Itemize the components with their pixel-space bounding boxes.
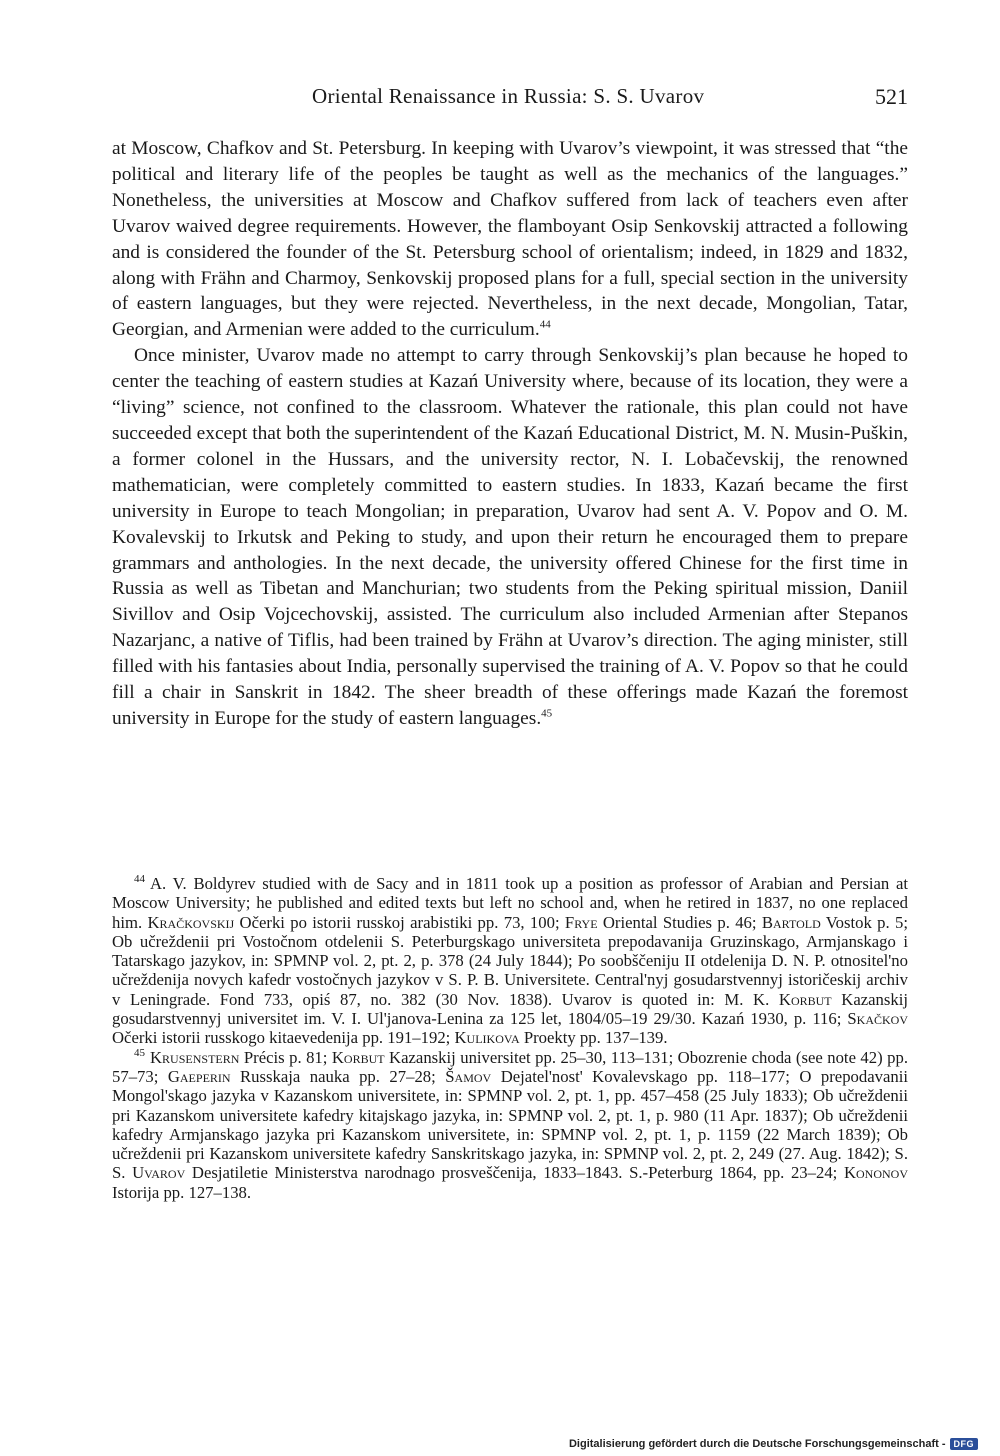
author-name: Frye [564, 912, 598, 932]
footnote-text: Précis p. 81; [239, 1047, 332, 1067]
footnote-text: Oriental Studies p. 46; [597, 912, 762, 932]
footnote-45 [112, 1048, 908, 1202]
paragraph-1-text: at Moscow, Chafkov and St. Petersburg. In keeping with Uvarov’s viewpoint, it was stressed that “the political and literary life of the peoples be taught as well as the mechanics of the languages.” Nonetheless, the universities at Moscow and Chafkov suffered from lack of teachers even after Uvarov waived degree requirements. However, the flamboyant Osip Senkovskij attracted a following and is considered the founder of the St. Petersburg school of orientalism; indeed, in 1829 and 1832, along with Frähn and Charmoy, Senkovskij proposed plans for a full, special section in the university of eastern languages, but they were rejected. Nevertheless, in the next decade, Mongolian, Tatar, Georgian, and Armenian were added to the curriculum. [112, 138, 908, 341]
footnote-ref-44: 44 [539, 318, 551, 331]
footnote-text: Istorija pp. 127–138. [112, 1182, 252, 1202]
credit-text: Digitalisierung gefördert durch die Deutsche Forschungsgemeinschaft - [568, 1438, 946, 1450]
paragraph-2-text: Once minister, Uvarov made no attempt to carry through Senkovskij’s plan because he hoped to center the teaching of eastern studies at Kazań University where, because of its location, they were a “living” science, not confined to the classroom. Whatever the rationale, this plan could not have succeeded except that both the superintendent of the Kazań Educational District, M. N. Musin-Puškin, a former colonel in the Hussars, and the university rector, N. I. Lobačevskij, the renowned mathematician, were completely committed to eastern studies. In 1833, Kazań became the first university in Europe to teach Mongolian; in preparation, Uvarov had sent A. V. Popov and O. M. Kovalevskij to Irkutsk and Peking to study, and upon their return he encouraged them to prepare grammars and anthologies. In the next decade, the university offered Chinese for the first time in Russia as well as Tibetan and Manchurian; two students from the Peking spiritual mission, Daniil Sivillov and Osip Vojcechovskij, assisted. The curriculum also included Armenian after Stepanos Nazarjanc, a native of Tiflis, had been trained by Frähn at Uvarov’s direction. The aging minister, still filled with his fantasies about India, personally supervised the training of A. V. Popov so that he could fill a chair in Sanskrit in 1842. The sheer breadth of these offerings made Kazań the foremost university in Europe for the study of eastern languages. [112, 345, 908, 729]
running-title: Oriental Renaissance in Russia: S. S. Uvarov [312, 84, 705, 108]
author-name: Gaeperin [167, 1066, 231, 1086]
footnote-text: Russkaja nauka pp. 27–28; [230, 1066, 446, 1086]
author-name: Bartold [761, 912, 821, 932]
footnotes [112, 874, 908, 1202]
author-name: Skačkov [847, 1009, 908, 1029]
author-name: Korbut [778, 989, 832, 1009]
paragraph-1 [112, 136, 908, 343]
footnote-text: Desjatiletie Ministerstva narodnago prosveščenija, 1833–1843. S.-Peterburg 1864, pp. 23–24; [185, 1163, 844, 1183]
main-text [112, 136, 908, 732]
footnote-text: Kazanskij gosudarstvennyj universitet im. V. I. Ul'janova-Lenina za 125 let, 1804/05–19 29/30. Kazań 1930, p. 116; [112, 989, 908, 1029]
footnote-text: Kazanskij universitet pp. 25–30, 113–131; Obozrenie choda (see note 42) pp. 57–73; [112, 1047, 908, 1086]
footnote-text: Očerki po istorii russkoj arabistiki pp. 73, 100; [234, 912, 565, 932]
page-number: 521 [875, 84, 908, 109]
footnote-number: 44 [134, 873, 145, 886]
author-name: Kračkovskij [147, 912, 235, 932]
author-name: Kononov [843, 1163, 908, 1183]
footnote-number: 45 [134, 1047, 145, 1060]
author-name: Krusenstern [150, 1047, 240, 1067]
author-name: Uvarov [132, 1163, 186, 1183]
footnote-ref-45: 45 [541, 707, 553, 720]
footnote-44 [112, 874, 908, 1048]
footnote-text: Proekty pp. 137–139. [519, 1028, 668, 1048]
paragraph-2 [112, 343, 908, 732]
author-name: Korbut [331, 1047, 385, 1067]
dfg-logo-icon: DFG [950, 1438, 979, 1450]
author-name: Šamov [445, 1066, 492, 1086]
author-name: Kulikova [454, 1028, 520, 1048]
digitization-credit [569, 1438, 978, 1450]
footnote-text: A. V. Boldyrev studied with de Sacy and in 1811 took up a position as professor of Arabian and Persian at Moscow University; he published and edited texts but left no school and, when he retired in 1837, no one replaced him. [112, 874, 908, 932]
footnote-text: Vostok p. 5; Ob učreždenii pri Vostočnom otdelenii S. Peterburgskago universiteta prepodavanija Gruzinskago, Armjanskago i Tatarskago jazykov, in: SPMNP vol. 2, pt. 2, p. 378 (24 July 1844); Po soobščeniju II otdelenija D. N. P. otnositel'no učreždenija novych kafedr vostočnych jazykov v S. P. B. Universitete. Central'nyj gosudarstvennyj istoričeskij archiv v Leningrade. Fond 733, opiś 87, no. 382 (30 Nov. 1838). Uvarov is quoted in: M. K. [112, 912, 908, 1009]
page-header [112, 84, 908, 114]
footnote-text: Očerki istorii russkogo kitaevedenija pp. 191–192; [112, 1028, 455, 1048]
footnote-text: Dejatel'nost' Kovalevskago pp. 118–177; O prepodavanii Mongol'skago jazyka v Kazanskom universitete, in: SPMNP vol. 2, pt. 1, pp. 457–458 (25 July 1833); Ob učreždenii pri Kazanskom universitete kafedry kitajskago jazyka, in: SPMNP vol. 2, pt. 1, p. 980 (11 Apr. 1837); Ob učreždenii kafedry Armjanskago jazyka pri Kazanskom universitete, in: SPMNP vol. 2, pt. 1, p. 1159 (22 March 1839); Ob učreždenii pri Kazanskom universitete kafedry Sanskritskago jazyka, in: SPMNP vol. 2, pt. 2, 249 (27. Aug. 1842); S. S. [112, 1066, 908, 1183]
